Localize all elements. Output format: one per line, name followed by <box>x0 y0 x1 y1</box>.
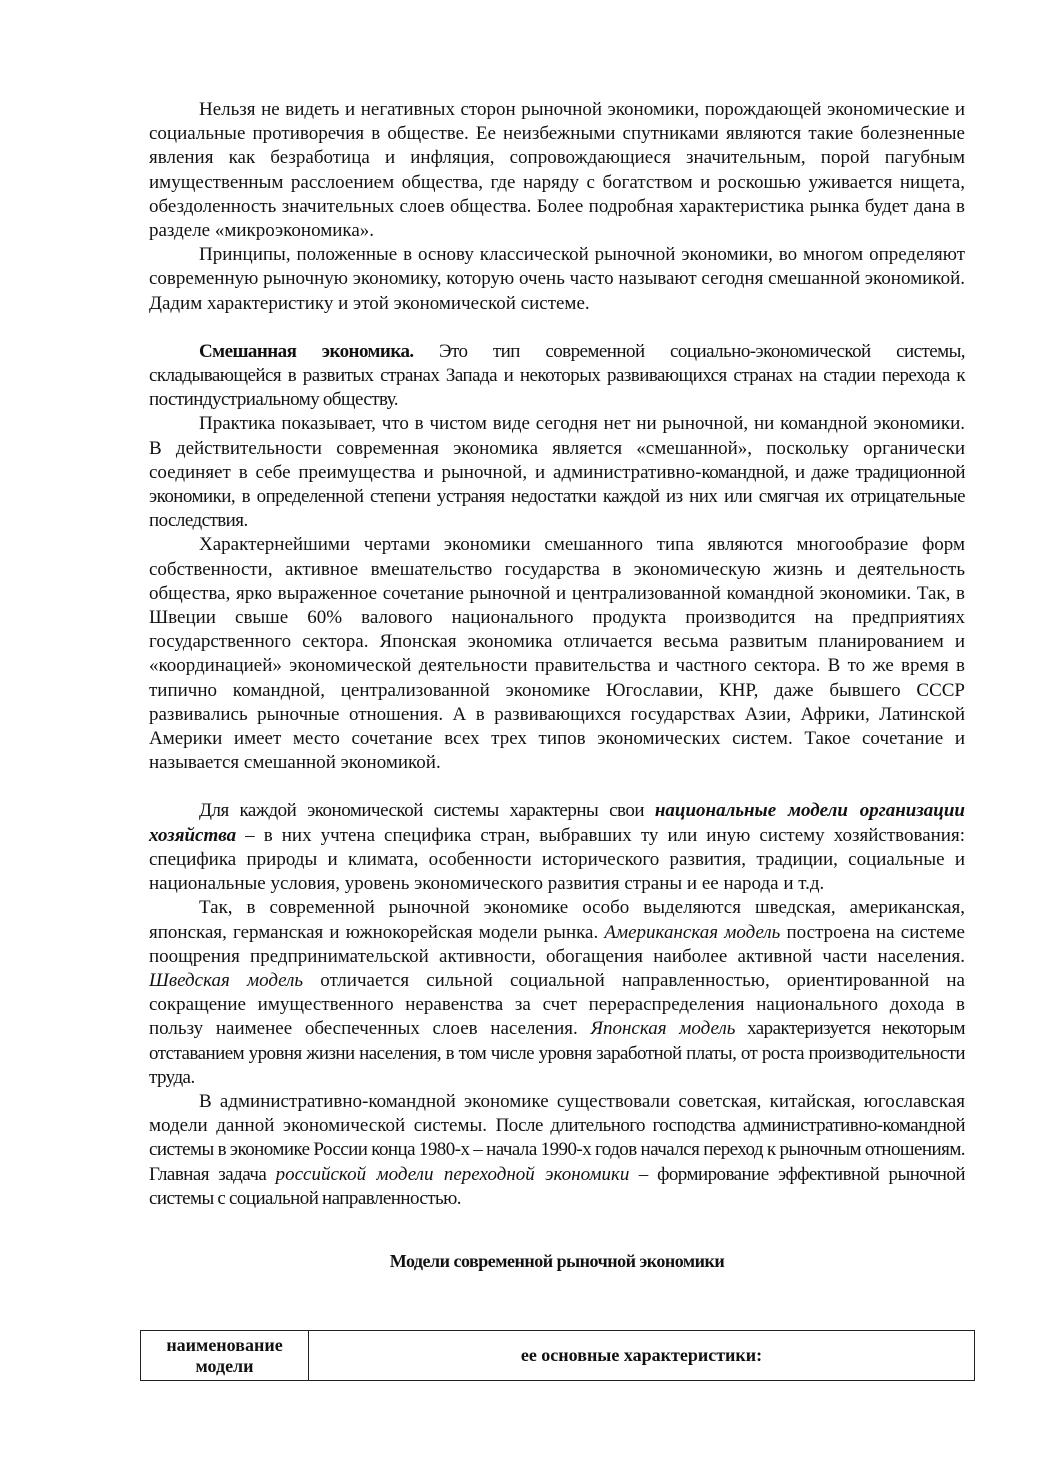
paragraph-national-models <box>149 799 965 896</box>
paragraph-practice <box>149 412 965 533</box>
paragraph-negative-sides <box>149 98 965 243</box>
paragraph-text: отличается сильной социальной направленностью, ориентированной на сокращение имущественного неравенства за счет перераспределения национального дохода в пользу наименее обеспеченных слоев населения. <box>149 969 965 1040</box>
paragraph-text: Для каждой экономической системы характерны свои <box>199 800 655 822</box>
paragraph-text: Это тип современной социально-экономической системы, складывающейся в развитых странах Запада и некоторых развивающихся странах на стадии перехода к постиндустриальному обществу. <box>149 340 965 411</box>
paragraph-text: – формирование эффективной рыночной системы с социальной направленностью. <box>149 1163 965 1209</box>
term-japanese-model: Японская модель <box>590 1018 736 1040</box>
paragraph-text: Нельзя не видеть и негативных сторон рыночной экономики, порождающей экономические и социальные противоречия в обществе. Ее неизбежными спутниками являются такие болезненные явления как безработица и инфляция, сопровождающиеся значительным, порой пагубным имущественным расслоением общества, где наряду с богатством и роскошью уживается нищета, обездоленность значительных слоев общества. Более подробная характеристика рынка будет дана в разделе «микроэкономика». <box>149 99 965 242</box>
document-page <box>149 98 965 1288</box>
paragraph-mixed-economy-definition <box>149 340 965 413</box>
term-russian-model: российской модели переходной экономики <box>275 1163 630 1185</box>
term-american-model: Американская модель <box>604 921 781 943</box>
term-mixed-economy: Смешанная экономика. <box>199 340 414 362</box>
paragraph-principles <box>149 243 965 316</box>
paragraph-command-models <box>149 1090 965 1211</box>
term-national-models: национальные модели организации хозяйства <box>149 800 965 846</box>
header-characteristics: ее основные характеристики: <box>309 1331 975 1381</box>
models-table <box>140 1330 975 1381</box>
paragraph-text: характеризуется некоторым отставанием уровня жизни населения, в том числе уровня заработной платы, от роста производительности труда. <box>149 1018 965 1088</box>
term-swedish-model: Шведская модель <box>149 969 304 991</box>
paragraph-text: построена на системе поощрения предпринимательской активности, обогащения наиболее активной части населения. <box>149 921 965 967</box>
paragraph-features <box>149 533 965 775</box>
paragraph-market-models <box>149 896 965 1090</box>
paragraph-text: После длительного господства административно-командной системы в экономике России конца 1980-х – начала 1990-х годов начался переход к рыночным отношениям. Главная задача <box>149 1115 965 1185</box>
paragraph-text: – в них учтена специфика стран, выбравших ту или иную систему хозяйствования: специфика природы и климата, особенности исторического развития, традиции, социальные и национальные условия, уровень экономического развития страны и ее народа и т.д. <box>149 824 965 895</box>
paragraph-text: В административно-командной экономике существовали советская, китайская, югославская модели данной экономической системы. <box>149 1090 965 1137</box>
table-title: Модели современной рыночной экономики <box>389 1250 725 1271</box>
paragraph-text: Так, в современной рыночной экономике особо выделяются шведская, американская, японская, германская и южнокорейская модели рынка. <box>149 897 965 943</box>
header-model-name: наименование модели <box>141 1331 309 1381</box>
paragraph-text: командной, и даже традиционной экономики, в определенной степени устраняя недостатки каждой из них или смягчая их отрицательные последствия. <box>149 461 966 532</box>
paragraph-text: Практика показывает, что в чистом виде сегодня нет ни рыночной, ни командной экономики. В действительности современная экономика является «смешанной», поскольку органически соединяет в себе преимущества и рыночной, и административно- <box>149 413 965 483</box>
paragraph-text: Характернейшими чертами экономики смешанного типа являются многообразие форм собственности, активное вмешательство государства в экономическую жизнь и деятельность общества, ярко выраженное сочетание рыночной и централизованной командной экономики. Так, в Швеции свыше 60% валового национального продукта производится на предприятиях государственного сектора. Японская экономика отличается весьма развитым планированием и «координацией» экономической деятельности правительства и частного сектора. В то же время в типично командной, централизованной экономике Югославии, КНР, даже бывшего СССР развивались рыночные отношения. А в развивающихся государствах Азии, Африки, Латинской Америки имеет место сочетание всех трех типов экономических систем. Такое сочетание и называется смешанной экономикой. <box>149 534 965 774</box>
table-header-row <box>141 1331 975 1381</box>
paragraph-text: Принципы, положенные в основу классической рыночной экономики, во многом определяют современную рыночную экономику, которую очень часто называют сегодня смешанной экономикой. Дадим характеристику и этой экономической системе. <box>149 244 965 314</box>
